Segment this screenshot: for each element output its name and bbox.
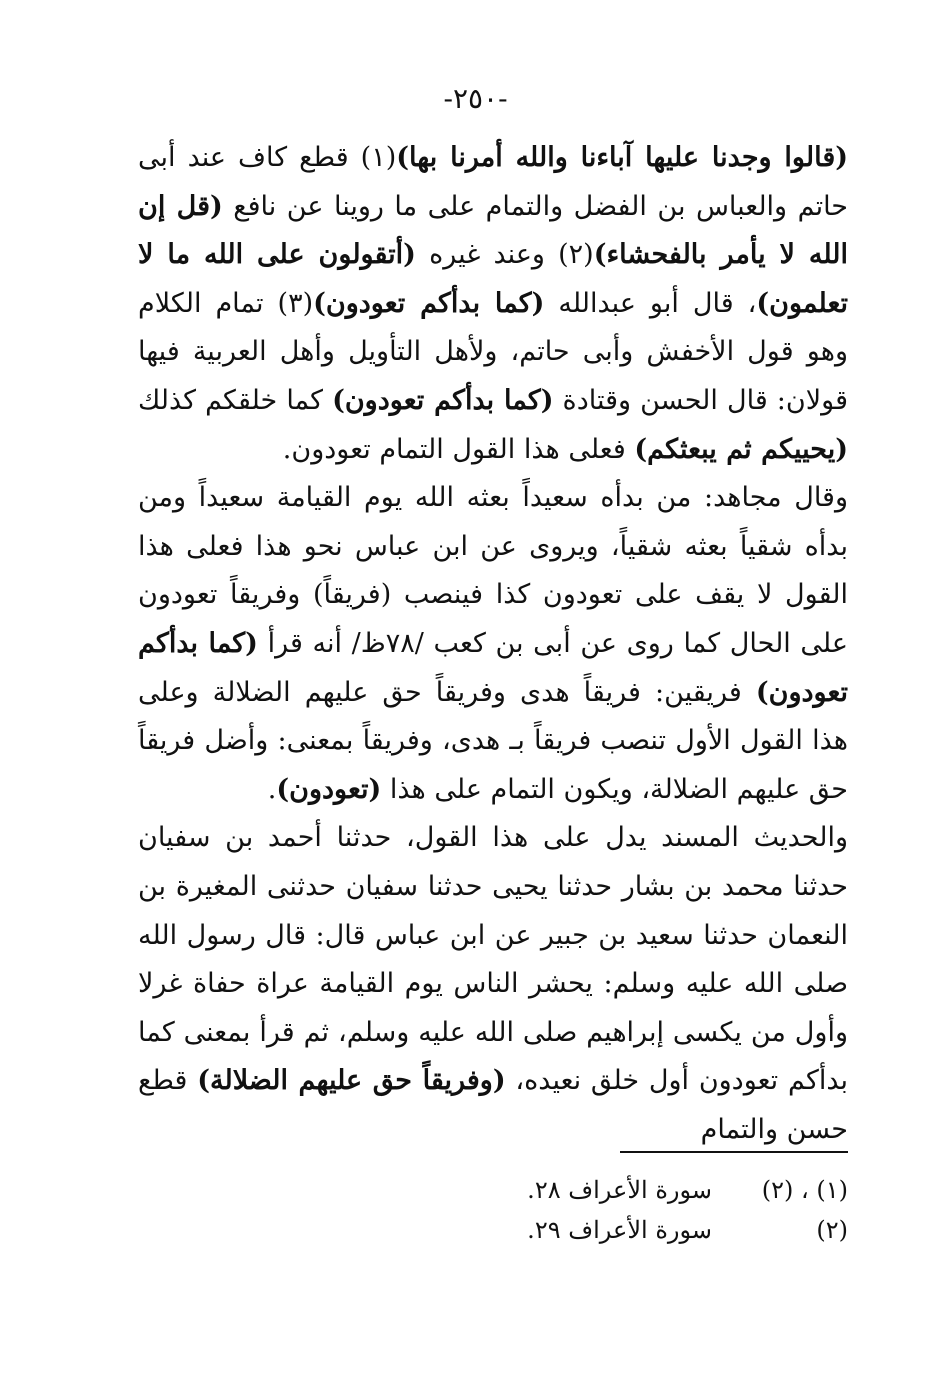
body-text bbox=[138, 134, 848, 1154]
text-segment: قطع حسن والتمام bbox=[138, 1065, 848, 1145]
footnotes bbox=[460, 1170, 848, 1250]
paragraph bbox=[138, 134, 848, 474]
footnote-divider bbox=[620, 1151, 848, 1153]
text-segment: فعلى هذا القول التمام تعودون. bbox=[282, 433, 635, 465]
text-segment: والحديث المسند يدل على هذا القول، حدثنا أحمد بن سفيان حدثنا محمد بن بشار حدثنا يحيى حدثنا سفيان حدثنى المغيرة بن النعمان حدثنا سعيد بن جبير عن ابن عباس قال: قال رسول الله صلى الله عليه وسلم: يحشر الناس يوم القيامة عراة حفاة غرلا وأول من يكسى إبراهيم صلى الله عليه وسلم، ثم قرأ بمعنى كما بدأكم تعودون أول خلق نعيده، bbox=[138, 822, 849, 1097]
footnote bbox=[460, 1170, 848, 1210]
footnote-mark: (١) ، (٢) bbox=[761, 1176, 848, 1204]
quran-quote: (يحييكم ثم يبعثكم) bbox=[634, 433, 848, 465]
text-segment: كما خلقكم كذلك bbox=[138, 384, 333, 416]
text-segment: (٣) تمام الكلام وهو قول الأخفش وأبى حاتم، ولأهل التأويل وأهل العربية فيها قولان: قال الحسن وقتادة bbox=[138, 287, 848, 416]
text-segment: ، قال أبو عبدالله bbox=[544, 287, 757, 319]
quran-quote: (كما بدأكم تعودون) bbox=[138, 627, 848, 708]
text-segment: فريقين: فريقاً هدى وفريقاً حق عليهم الضلالة وعلى هذا القول الأول تنصب فريقاً بـ هدى، وفريقاً بمعنى: وأضل فريقاً حق عليهم الضلالة، ويكون التمام على هذا bbox=[138, 676, 848, 805]
text-segment: . bbox=[267, 773, 277, 805]
quran-quote: (قل إن الله لا يأمر بالفحشاء) bbox=[138, 190, 848, 271]
quran-quote: (كما بدأكم تعودون) bbox=[313, 287, 545, 319]
paragraph bbox=[138, 814, 848, 1154]
quran-quote: (كما بدأكم تعودون) bbox=[332, 384, 554, 416]
page-number: -٢٥٠- bbox=[443, 82, 508, 115]
text-segment: (٢) وعند غيره bbox=[415, 239, 594, 271]
footnote bbox=[460, 1210, 848, 1250]
footnote-mark: (٢) bbox=[816, 1216, 848, 1244]
quran-quote: (وفريقاً حق عليهم الضلالة) bbox=[197, 1065, 506, 1097]
footnote-text: سورة الأعراف ٢٨. bbox=[527, 1176, 712, 1204]
quran-quote: (تعودون) bbox=[276, 773, 382, 805]
text-segment: (١) قطع كاف عند أبى حاتم والعباس بن الفضل والتمام على ما روينا عن نافع bbox=[138, 142, 848, 222]
paragraph bbox=[138, 474, 848, 814]
text-segment: وقال مجاهد: من بدأه سعيداً بعثه الله يوم القيامة سعيداً ومن بدأه شقياً بعثه شقياً، ويروى عن ابن عباس نحو هذا فعلى هذا القول لا يقف على تعودون كذا فينصب (فريقاً) وفريقاً تعودون على الحال كما روى عن أبى بن كعب /٧٨ظ/ أنه قرأ bbox=[138, 482, 848, 659]
quran-quote: (أتقولون على الله ما لا تعلمون) bbox=[138, 239, 848, 319]
footnote-text: سورة الأعراف ٢٩. bbox=[527, 1216, 712, 1244]
quran-quote: (قالوا وجدنا عليها آباءنا والله أمرنا بها) bbox=[396, 142, 849, 173]
